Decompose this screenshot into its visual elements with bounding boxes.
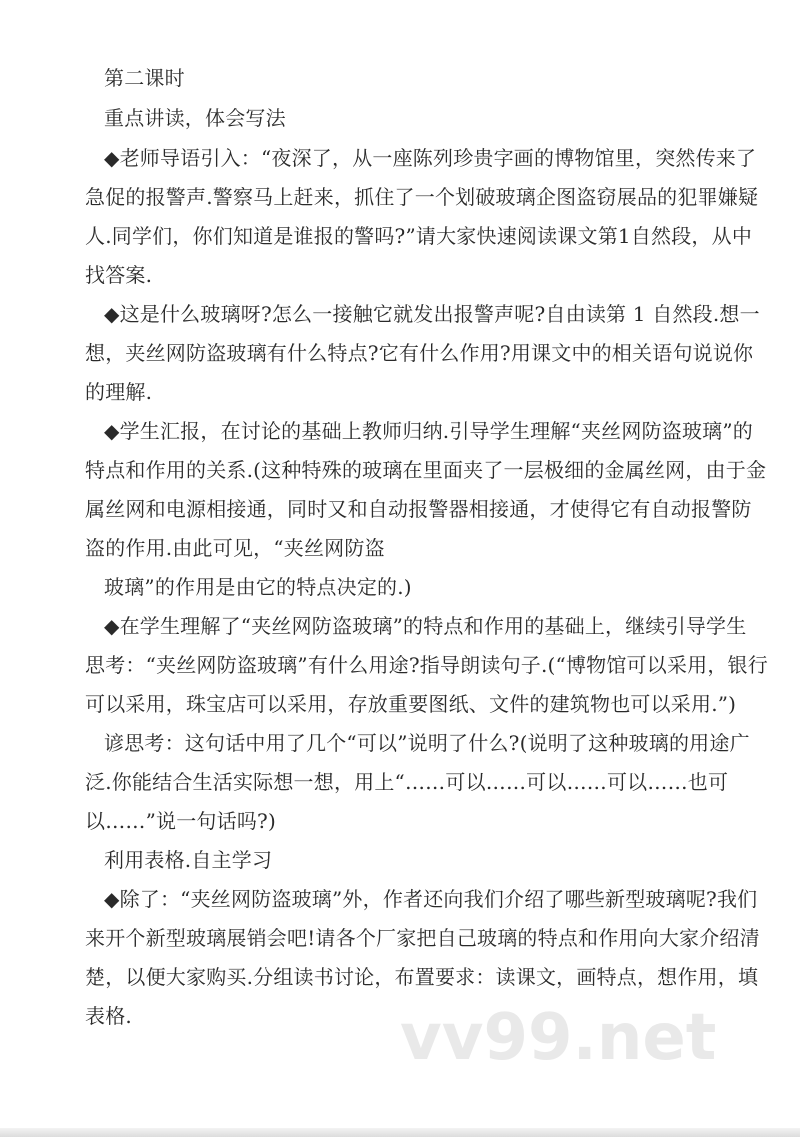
paragraph-line: 以……”说一句话吗?) bbox=[85, 809, 276, 833]
paragraph-line: 来开个新型玻璃展销会吧!请各个厂家把自己玻璃的特点和作用向大家介绍清 bbox=[85, 926, 760, 950]
paragraph-line: 表格. bbox=[85, 1004, 132, 1028]
paragraph-line: 找答案. bbox=[85, 263, 153, 287]
watermark: vv99.net bbox=[400, 1001, 717, 1075]
paragraph-line: 特点和作用的关系.(这种特殊的玻璃在里面夹了一层极细的金属丝网，由于金 bbox=[85, 458, 767, 482]
paragraph-line: ◆老师导语引入：“夜深了，从一座陈列珍贵字画的博物馆里，突然传来了 bbox=[104, 146, 757, 170]
paragraph-line: ◆除了：“夹丝网防盗玻璃”外，作者还向我们介绍了哪些新型玻璃呢?我们 bbox=[104, 887, 758, 911]
paragraph-line: 谚思考：这句话中用了几个“可以”说明了什么?(说明了这种玻璃的用途广 bbox=[104, 731, 750, 755]
paragraph-line: 的理解. bbox=[85, 380, 153, 404]
paragraph-line: 玻璃”的作用是由它的特点决定的.) bbox=[104, 575, 412, 599]
section-heading: 利用表格.自主学习 bbox=[104, 848, 273, 872]
paragraph-line: 想，夹丝网防盗玻璃有什么特点?它有什么作用?用课文中的相关语句说说你 bbox=[85, 341, 754, 365]
paragraph-line: ◆学生汇报，在讨论的基础上教师归纳.引导学生理解“夹丝网防盗玻璃”的 bbox=[104, 419, 753, 443]
section-heading: 重点讲读，体会写法 bbox=[104, 106, 286, 130]
paragraph-line: 泛.你能结合生活实际想一想，用上“……可以……可以……可以……也可 bbox=[85, 770, 729, 794]
paragraph-line: ◆在学生理解了“夹丝网防盗玻璃”的特点和作用的基础上，继续引导学生 bbox=[104, 614, 747, 638]
paragraph-line: 盗的作用.由此可见，“夹丝网防盗 bbox=[85, 536, 385, 560]
paragraph-line: 楚，以便大家购买.分组读书讨论，布置要求：读课文，画特点，想作用，填 bbox=[85, 965, 759, 989]
paragraph-line: 可以采用，珠宝店可以采用，存放重要图纸、文件的建筑物也可以采用.”) bbox=[85, 692, 737, 716]
paragraph-line: 急促的报警声.警察马上赶来，抓住了一个划破玻璃企图盗窃展品的犯罪嫌疑 bbox=[85, 185, 759, 209]
page-bottom-edge bbox=[0, 1128, 800, 1137]
paragraph-line: 人.同学们，你们知道是谁报的警吗?”请大家快速阅读课文第1自然段，从中 bbox=[85, 224, 753, 248]
lesson-heading: 第二课时 bbox=[104, 66, 185, 90]
paragraph-line: ◆这是什么玻璃呀?怎么一接触它就发出报警声呢?自由读第 1 自然段.想一 bbox=[104, 302, 760, 326]
paragraph-line: 思考：“夹丝网防盗玻璃”有什么用途?指导朗读句子.(“博物馆可以采用，银行 bbox=[85, 653, 768, 677]
paragraph-line: 属丝网和电源相接通，同时又和自动报警器相接通，才使得它有自动报警防 bbox=[85, 497, 752, 521]
